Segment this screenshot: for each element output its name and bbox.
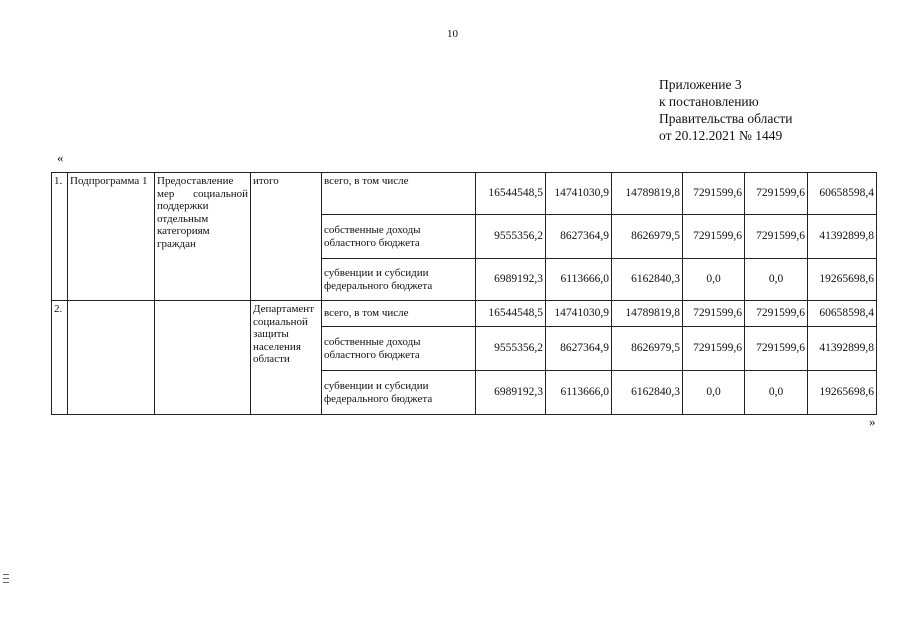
- value-cell: 6162840,3: [612, 259, 683, 301]
- value-cell: 8627364,9: [546, 327, 612, 371]
- page-number: 10: [447, 28, 458, 40]
- table-row: [52, 173, 877, 215]
- value-cell: 8626979,5: [612, 215, 683, 259]
- value-cell: 14741030,9: [546, 301, 612, 327]
- appendix-title: Приложение 3: [659, 77, 742, 92]
- value-cell: 6989192,3: [476, 371, 546, 415]
- executor: итого: [251, 173, 322, 301]
- value-cell: 7291599,6: [683, 173, 745, 215]
- value-cell: 8626979,5: [612, 327, 683, 371]
- value-cell: 7291599,6: [745, 327, 808, 371]
- value-cell: 7291599,6: [683, 327, 745, 371]
- value-cell: 0,0: [683, 371, 745, 415]
- program-name: Подпрограмма 1: [68, 173, 155, 301]
- value-cell: 19265698,6: [808, 371, 877, 415]
- value-cell: 8627364,9: [546, 215, 612, 259]
- value-cell: 0,0: [683, 259, 745, 301]
- closing-quote: »: [869, 414, 876, 429]
- value-cell: 9555356,2: [476, 327, 546, 371]
- value-cell: 6162840,3: [612, 371, 683, 415]
- value-cell: 7291599,6: [745, 173, 808, 215]
- funding-source: собственные доходы областного бюджета: [322, 215, 476, 259]
- value-cell: 7291599,6: [683, 215, 745, 259]
- value-cell: 41392899,8: [808, 327, 877, 371]
- value-cell: 6113666,0: [546, 259, 612, 301]
- value-cell: 9555356,2: [476, 215, 546, 259]
- value-cell: 14789819,8: [612, 301, 683, 327]
- value-cell: 6113666,0: [546, 371, 612, 415]
- value-cell: 14741030,9: [546, 173, 612, 215]
- funding-source: всего, в том числе: [322, 173, 476, 215]
- value-cell: 41392899,8: [808, 215, 877, 259]
- row-number: 2.: [52, 301, 68, 415]
- row-number: 1.: [52, 173, 68, 301]
- opening-quote: «: [57, 150, 64, 165]
- appendix-date-number: от 20.12.2021 № 1449: [659, 128, 783, 143]
- value-cell: 6989192,3: [476, 259, 546, 301]
- program-description: Предоставление мер социальной поддержки отдельным категориям граждан: [155, 173, 251, 301]
- funding-source: субвенции и субсидии федерального бюджета: [322, 371, 476, 415]
- value-cell: 7291599,6: [745, 301, 808, 327]
- value-cell: 16544548,5: [476, 173, 546, 215]
- value-cell: 7291599,6: [745, 215, 808, 259]
- appendix-to-resolution: к постановлению: [659, 94, 759, 109]
- value-cell: 16544548,5: [476, 301, 546, 327]
- value-cell: 19265698,6: [808, 259, 877, 301]
- value-cell: 60658598,4: [808, 301, 877, 327]
- table-row: [52, 301, 877, 327]
- scan-edge-mark: [3, 574, 9, 588]
- funding-source: субвенции и субсидии федерального бюджета: [322, 259, 476, 301]
- value-cell: 14789819,8: [612, 173, 683, 215]
- value-cell: 0,0: [745, 371, 808, 415]
- executor: Департамент социальной защиты населения области: [251, 301, 322, 415]
- budget-table: [51, 172, 877, 415]
- funding-source: собственные доходы областного бюджета: [322, 327, 476, 371]
- value-cell: 60658598,4: [808, 173, 877, 215]
- appendix-header: [659, 76, 792, 144]
- program-name: [68, 301, 155, 415]
- program-description: [155, 301, 251, 415]
- value-cell: 7291599,6: [683, 301, 745, 327]
- value-cell: 0,0: [745, 259, 808, 301]
- appendix-government: Правительства области: [659, 111, 793, 126]
- funding-source: всего, в том числе: [322, 301, 476, 327]
